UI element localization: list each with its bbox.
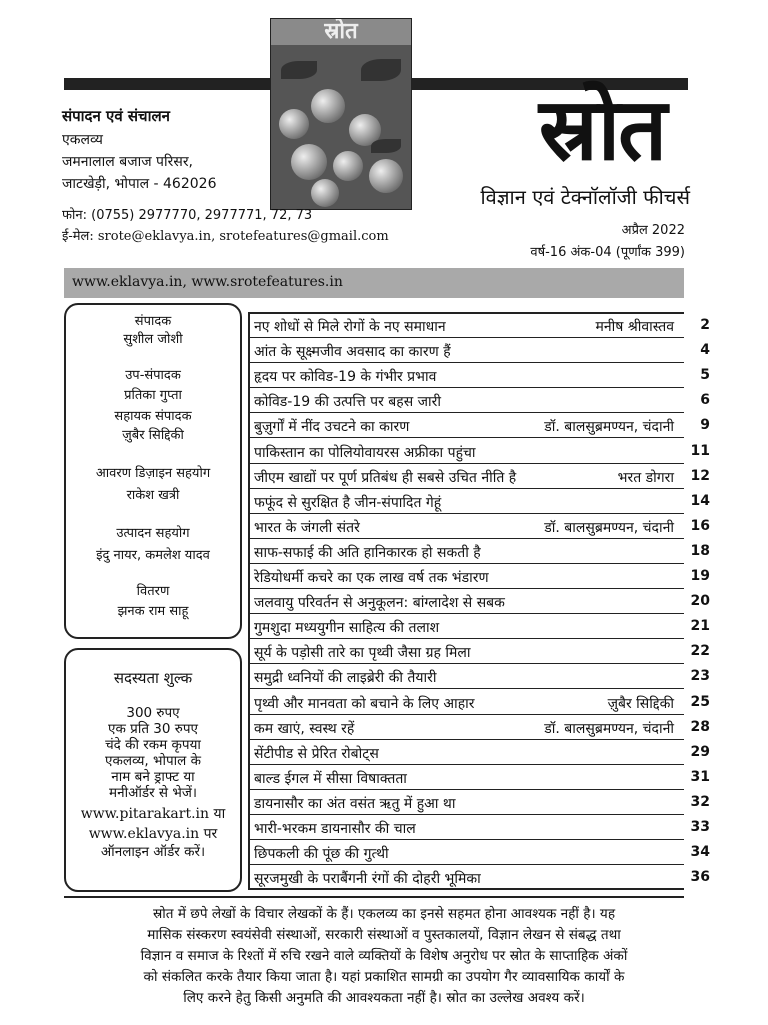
article-page-number: 12	[690, 467, 710, 484]
subscription-line: मनीऑर्डर से भेजें।	[109, 785, 197, 801]
article-page-number: 14	[690, 492, 710, 509]
article-page-number: 33	[690, 819, 710, 835]
article-page-number: 36	[690, 869, 710, 886]
row-divider	[248, 663, 684, 664]
article-title: हृदय पर कोविड-19 के गंभीर प्रभाव	[254, 369, 437, 386]
website-strip	[64, 268, 684, 298]
article-title: पाकिस्तान का पोलियोवायरस अफ्रीका पहुंचा	[254, 444, 476, 461]
cover-fruit	[311, 89, 345, 123]
header-rule-left	[64, 78, 270, 90]
cover-fruit	[279, 109, 309, 139]
article-page-number: 19	[690, 568, 710, 584]
staff-role: संपादक	[134, 314, 172, 329]
footer-disclaimer-line: विज्ञान व समाज के रिश्तों में रुचि रखने वाले व्यक्तियों के विशेष अनुरोध पर स्रोत के साप्ताहिक अंकों	[140, 948, 628, 964]
staff-name: झनक राम साहू	[117, 604, 189, 619]
magazine-title: स्रोत	[538, 79, 666, 180]
contents-row[interactable]	[254, 314, 710, 338]
subscription-line: 300 रुपए	[126, 705, 180, 721]
contents-frame-left	[248, 312, 250, 890]
staff-name: राकेश खत्री	[126, 488, 180, 503]
row-divider	[248, 864, 684, 865]
article-title: रेडियोधर्मी कचरे का एक लाख वर्ष तक भंडारण	[254, 570, 489, 586]
row-divider	[248, 437, 684, 438]
cover-fruit	[311, 179, 339, 207]
editorial-heading: संपादन एवं संचालन	[62, 107, 170, 125]
cover-masthead: स्रोत	[271, 19, 411, 45]
issue-volume: वर्ष-16 अंक-04 (पूर्णांक 399)	[530, 245, 685, 260]
staff-name: ज़ुबैर सिद्दिकी	[122, 428, 184, 443]
article-title: समुद्री ध्वनियों की लाइब्रेरी की तैयारी	[254, 670, 437, 687]
article-page-number: 23	[690, 668, 710, 685]
contents-row[interactable]	[254, 339, 710, 363]
subscription-link[interactable]: www.eklavya.in पर	[88, 826, 218, 842]
article-author: भरत डोगरा	[617, 469, 674, 486]
row-divider	[248, 764, 684, 765]
article-title: जलवायु परिवर्तन से अनुकूलन: बांग्लादेश से सबक	[254, 595, 505, 612]
article-title: बाल्ड ईगल में सीसा विषाक्तता	[254, 770, 407, 787]
footer-disclaimer-line: को संकलित करके तैयार किया जाता है। यहां प्रकाशित सामग्री का उपयोग गैर व्यावसायिक कार्यों के	[143, 969, 625, 985]
row-divider	[248, 588, 684, 589]
staff-name: सुशील जोशी	[123, 332, 183, 347]
article-title: आंत के सूक्ष्मजीव अवसाद का कारण हैं	[254, 344, 451, 361]
subscription-line: एक प्रति 30 रुपए	[108, 721, 198, 737]
staff-name: प्रतिका गुप्ता	[124, 388, 182, 403]
article-page-number: 4	[700, 342, 710, 359]
article-page-number: 34	[690, 844, 710, 861]
website-links[interactable]: www.eklavya.in, www.srotefeatures.in	[72, 274, 343, 290]
subscription-line: चंदे की रकम कृपया	[105, 737, 201, 753]
contents-row[interactable]	[254, 716, 710, 740]
article-title: साफ-सफाई की अति हानिकारक हो सकती है	[254, 544, 481, 561]
article-page-number: 18	[690, 542, 710, 559]
contents-row[interactable]	[254, 866, 710, 890]
article-page-number: 21	[690, 618, 710, 635]
contents-row[interactable]	[254, 389, 710, 413]
article-title: सूर्य के पड़ोसी तारे का पृथ्वी जैसा ग्रह मिला	[254, 645, 471, 662]
contents-row[interactable]	[254, 565, 710, 589]
address-line: जमनालाल बजाज परिसर,	[62, 154, 194, 170]
article-page-number: 2	[700, 317, 710, 333]
row-divider	[248, 638, 684, 639]
row-divider	[248, 362, 684, 363]
article-page-number: 6	[700, 392, 710, 409]
article-page-number: 16	[690, 517, 710, 534]
article-title: फफूंद से सुरक्षित है जीन-संपादित गेहूं	[254, 494, 442, 511]
footer-disclaimer-line: लिए करने हेतु किसी अनुमति की आवश्यकता नहीं है। स्रोत का उल्लेख अवश्य करें।	[183, 990, 585, 1006]
issue-month: अप्रैल 2022	[621, 223, 685, 238]
row-divider	[248, 839, 684, 840]
contents-row[interactable]	[254, 414, 710, 438]
staff-role: उत्पादन सहयोग	[116, 526, 190, 541]
subscription-link[interactable]: www.pitarakart.in या	[80, 806, 226, 822]
contents-row[interactable]	[254, 540, 710, 564]
cover-leaf	[371, 139, 401, 153]
staff-name: इंदु नायर, कमलेश यादव	[96, 548, 210, 563]
contents-row[interactable]	[254, 640, 710, 664]
article-author: ज़ुबैर सिद्दिकी	[607, 695, 674, 712]
subscription-line: ऑनलाइन ऑर्डर करें।	[100, 844, 206, 860]
contents-row[interactable]	[254, 691, 710, 715]
article-title: नए शोधों से मिले रोगों के नए समाधान	[254, 319, 446, 335]
staff-role: आवरण डिज़ाइन सहयोग	[95, 466, 211, 481]
cover-thumbnail	[270, 18, 412, 210]
article-title: कम खाएं, स्वस्थ रहें	[254, 720, 355, 737]
footer-disclaimer-line: मासिक संस्करण स्वयंसेवी संस्थाओं, सरकारी संस्थाओं व पुस्तकालयों, विज्ञान लेखन से संबद्ध तथा	[147, 927, 621, 943]
contents-row[interactable]	[254, 665, 710, 689]
contents-row[interactable]	[254, 490, 710, 514]
cover-fruit	[333, 151, 363, 181]
row-divider	[248, 889, 684, 890]
contents-row[interactable]	[254, 766, 710, 790]
contents-row[interactable]	[254, 465, 710, 489]
footer-rule	[64, 896, 684, 898]
contents-row[interactable]	[254, 615, 710, 639]
article-page-number: 5	[700, 367, 710, 384]
row-divider	[248, 814, 684, 815]
row-divider	[248, 688, 684, 689]
magazine-tagline: विज्ञान एवं टेक्नॉलॉजी फीचर्स	[480, 185, 690, 209]
article-title: भारत के जंगली संतरे	[254, 519, 360, 536]
address-line: जाटखेड़ी, भोपाल - 462026	[62, 176, 217, 192]
article-title: गुमशुदा मध्ययुगीन साहित्य की तलाश	[254, 620, 440, 637]
article-author: डॉ. बालसुब्रमण्यन, चंदानी	[544, 720, 674, 737]
footer-disclaimer-line: स्रोत में छपे लेखों के विचार लेखकों के हैं। एकलव्य का इनसे सहमत होना आवश्यक नहीं है। यह	[152, 906, 616, 922]
row-divider	[248, 714, 684, 715]
article-title: जीएम खाद्यों पर पूर्ण प्रतिबंध ही सबसे उचित नीति है	[254, 469, 517, 486]
article-page-number: 32	[690, 793, 710, 810]
article-title: सूरजमुखी के पराबैंगनी रंगों की दोहरी भूमिका	[254, 871, 481, 888]
address-line: एकलव्य	[62, 132, 103, 148]
row-divider	[248, 739, 684, 740]
article-author: मनीष श्रीवास्तव	[595, 319, 674, 335]
contents-row[interactable]	[254, 841, 710, 865]
article-page-number: 31	[690, 768, 710, 785]
row-divider	[248, 337, 684, 338]
row-divider	[248, 789, 684, 790]
article-page-number: 25	[690, 693, 710, 710]
subscription-line: एकलव्य, भोपाल के	[105, 753, 201, 769]
contents-row[interactable]	[254, 590, 710, 614]
row-divider	[248, 387, 684, 388]
contact-email: ई-मेल: srote@eklavya.in, srotefeatures@gmail.com	[62, 229, 389, 244]
article-title: कोविड-19 की उत्पत्ति पर बहस जारी	[254, 394, 441, 411]
contents-row[interactable]	[254, 364, 710, 388]
article-page-number: 29	[690, 743, 710, 760]
contents-row[interactable]	[254, 440, 710, 464]
row-divider	[248, 488, 684, 489]
article-title: बुज़ुर्गों में नींद उचटने का कारण	[254, 419, 410, 436]
article-page-number: 9	[700, 417, 710, 434]
cover-fruit	[291, 144, 327, 180]
article-page-number: 28	[690, 718, 710, 735]
row-divider	[248, 538, 684, 539]
article-title: भारी-भरकम डायनासौर की चाल	[254, 821, 416, 837]
subscription-box	[64, 648, 242, 892]
cover-leaf	[361, 59, 401, 81]
article-title: पृथ्वी और मानवता को बचाने के लिए आहार	[254, 695, 475, 712]
staff-role: उप-संपादक	[125, 368, 181, 383]
article-author: डॉ. बालसुब्रमण्यन, चंदानी	[544, 519, 674, 536]
subscription-title: सदस्यता शुल्क	[113, 669, 193, 687]
article-page-number: 11	[690, 442, 710, 459]
subscription-line: नाम बने ड्राफ्ट या	[111, 769, 195, 785]
article-author: डॉ. बालसुब्रमण्यन, चंदानी	[544, 419, 674, 436]
staff-role: सहायक संपादक	[114, 409, 192, 424]
row-divider	[248, 513, 684, 514]
contact-phone: फोन: (0755) 2977770, 2977771, 72, 73	[62, 208, 313, 223]
row-divider	[248, 563, 684, 564]
article-page-number: 20	[690, 593, 710, 610]
row-divider	[248, 613, 684, 614]
contents-row[interactable]	[254, 791, 710, 815]
cover-fruit	[369, 159, 403, 193]
row-divider	[248, 412, 684, 413]
staff-box	[64, 303, 242, 639]
contents-row[interactable]	[254, 515, 710, 539]
article-page-number: 22	[690, 643, 710, 660]
contents-row[interactable]	[254, 741, 710, 765]
article-title: सेंटीपीड से प्रेरित रोबोट्स	[254, 745, 379, 762]
article-title: छिपकली की पूंछ की गुत्थी	[254, 846, 389, 863]
article-title: डायनासौर का अंत वसंत ऋतु में हुआ था	[254, 795, 456, 812]
row-divider	[248, 463, 684, 464]
staff-role: वितरण	[136, 584, 170, 599]
cover-leaf	[281, 61, 317, 79]
contents-row[interactable]	[254, 816, 710, 840]
